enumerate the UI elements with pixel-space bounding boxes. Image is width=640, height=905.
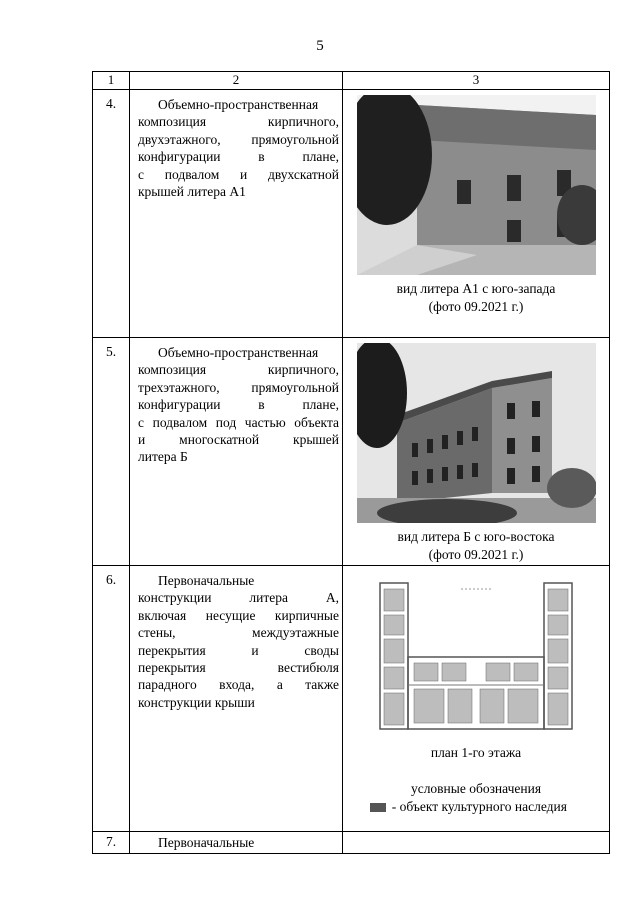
description-line: с подвалом под частью объекта bbox=[138, 414, 339, 430]
description-line: Первоначальные bbox=[158, 835, 255, 850]
description-line: крышей литера А1 bbox=[138, 184, 246, 200]
floor-plan-drawing bbox=[376, 579, 576, 734]
row-description bbox=[130, 338, 343, 566]
row-number: 4. bbox=[93, 90, 130, 338]
description-line: перекрытия и своды bbox=[138, 642, 339, 658]
page-number: 5 bbox=[316, 38, 324, 54]
objects-table bbox=[92, 71, 610, 854]
table-header-row bbox=[93, 72, 610, 90]
description-line: и многоскатной крышей bbox=[138, 432, 339, 448]
description-line: литера Б bbox=[138, 449, 188, 465]
building-b-photo bbox=[357, 343, 596, 523]
description-line: перекрытия вестибюля bbox=[138, 660, 339, 676]
description-line: композиция кирпичного, bbox=[138, 362, 339, 378]
legend bbox=[343, 798, 609, 816]
description-line: композиция кирпичного, bbox=[138, 114, 339, 130]
row-description bbox=[130, 566, 343, 832]
row-number: 6. bbox=[93, 566, 130, 832]
description-line: парадного входа, а также bbox=[138, 677, 339, 693]
description-line: конфигурации в плане, bbox=[138, 149, 339, 165]
legend-item-label: - объект культурного наследия bbox=[391, 799, 567, 814]
description-line: стены, междуэтажные bbox=[138, 625, 339, 641]
building-a1-photo bbox=[357, 95, 596, 275]
description-line: конфигурации в плане, bbox=[138, 397, 339, 413]
legend-title: условные обозначения bbox=[410, 781, 542, 796]
row-number: 5. bbox=[93, 338, 130, 566]
row-number: 7. bbox=[93, 832, 130, 854]
row-description bbox=[130, 832, 343, 854]
description-line: двухэтажного, прямоугольной bbox=[138, 131, 339, 147]
row-description bbox=[130, 90, 343, 338]
row-media bbox=[343, 90, 610, 338]
description-line: включая несущие кирпичные bbox=[138, 607, 339, 623]
description-line: конструкции литера А, bbox=[138, 590, 339, 606]
table-row bbox=[93, 90, 610, 338]
photo-caption: вид литера Б с юго-востока (фото 09.2021 г.) bbox=[397, 529, 555, 562]
column-header-3: 3 bbox=[343, 72, 610, 90]
table-row bbox=[93, 566, 610, 832]
column-header-1: 1 bbox=[93, 72, 130, 90]
photo-caption: вид литера А1 с юго-запада (фото 09.2021 г.) bbox=[396, 281, 556, 314]
description-line: конструкции крыши bbox=[138, 694, 255, 710]
plan-caption: план 1-го этажа bbox=[430, 745, 522, 760]
description-line: Объемно-пространственная bbox=[158, 345, 319, 360]
table-row bbox=[93, 338, 610, 566]
description-line: Объемно-пространственная bbox=[158, 97, 319, 112]
description-line: Первоначальные bbox=[158, 573, 255, 588]
row-media bbox=[343, 338, 610, 566]
description-line: с подвалом и двухскатной bbox=[138, 166, 339, 182]
row-media bbox=[343, 566, 610, 832]
column-header-2: 2 bbox=[130, 72, 343, 90]
heritage-swatch bbox=[370, 803, 386, 812]
table-row bbox=[93, 832, 610, 854]
row-media bbox=[343, 832, 610, 854]
description-line: трехэтажного, прямоугольной bbox=[138, 379, 339, 395]
